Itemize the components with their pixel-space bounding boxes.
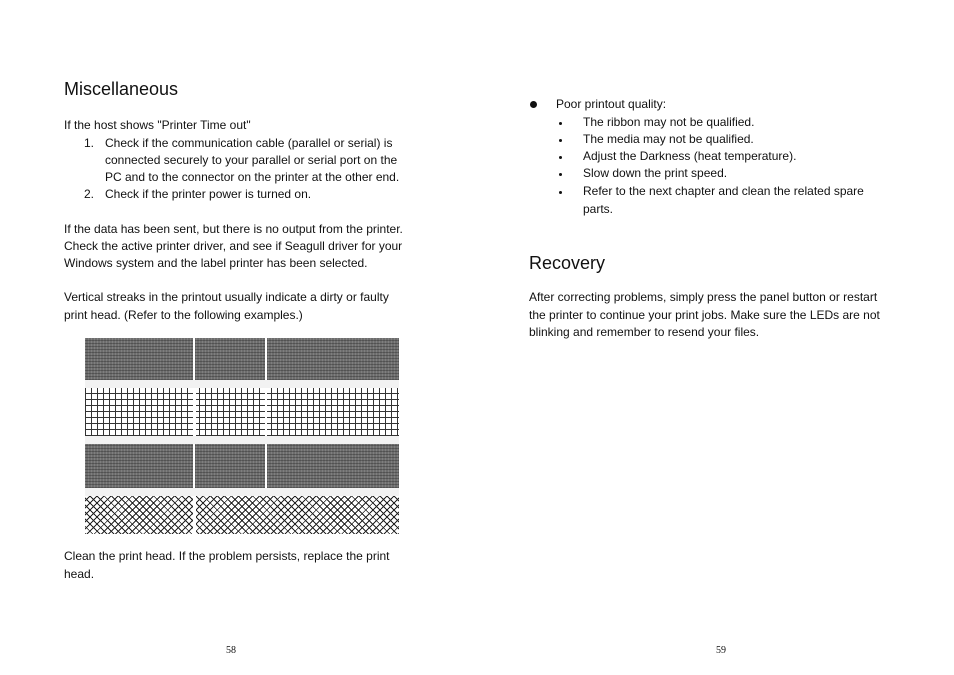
sub-bullet-list bbox=[555, 114, 935, 218]
grid-strip bbox=[85, 388, 399, 436]
bullet-label: Poor printout quality: bbox=[556, 97, 667, 111]
intro-text: If the host shows "Printer Time out" bbox=[64, 118, 251, 132]
paragraph-line: the printer to continue your print jobs. Make sure the LEDs are not bbox=[529, 308, 880, 322]
list-item bbox=[64, 135, 444, 186]
list-item bbox=[64, 186, 444, 203]
step-number: 2. bbox=[84, 187, 95, 201]
paragraph-clean-print-head bbox=[64, 548, 464, 583]
list-item: The ribbon may not be qualified. bbox=[555, 114, 935, 131]
bullet-dot-icon bbox=[530, 101, 537, 108]
steps-list bbox=[64, 135, 444, 203]
list-item: The media may not be qualified. bbox=[555, 131, 935, 148]
paragraph-no-output bbox=[64, 221, 464, 272]
dark-band-strip bbox=[85, 444, 399, 488]
right-page bbox=[477, 0, 954, 675]
step-line: Check if the communication cable (parallel or serial) is bbox=[105, 136, 393, 150]
section-heading-recovery: Recovery bbox=[529, 253, 606, 273]
dark-band-strip bbox=[85, 338, 399, 380]
paragraph-recovery bbox=[529, 289, 929, 341]
page-number: 58 bbox=[226, 645, 236, 656]
step-line: PC and to the connector on the printer at the other end. bbox=[105, 170, 400, 184]
paragraph-line: Check the active printer driver, and see if Seagull driver for your bbox=[64, 239, 403, 253]
page-number: 59 bbox=[716, 645, 726, 656]
bullet-poor-quality bbox=[556, 96, 666, 113]
step-number: 1. bbox=[84, 136, 95, 150]
paragraph-line: head. bbox=[64, 567, 95, 581]
bullet-dot-icon bbox=[559, 156, 562, 159]
paragraph-line: Vertical streaks in the printout usually indicate a dirty or faulty bbox=[64, 290, 389, 304]
list-item: Adjust the Darkness (heat temperature). bbox=[555, 148, 935, 165]
step-line: connected securely to your parallel or serial port on the bbox=[105, 153, 398, 167]
step-line: Check if the printer power is turned on. bbox=[105, 187, 312, 201]
paragraph-line: Windows system and the label printer has been selected. bbox=[64, 256, 368, 270]
list-item: Slow down the print speed. bbox=[555, 165, 935, 182]
list-item: Refer to the next chapter and clean the related spare parts. bbox=[555, 183, 935, 218]
paragraph-vertical-streaks bbox=[64, 289, 464, 324]
paragraph-line: print head. (Refer to the following examples.) bbox=[64, 308, 303, 322]
crosshatch-strip bbox=[85, 496, 399, 534]
paragraph-line: blinking and remember to resend your files. bbox=[529, 325, 760, 339]
paragraph-line: Clean the print head. If the problem persists, replace the print bbox=[64, 549, 390, 563]
bullet-dot-icon bbox=[559, 139, 562, 142]
print-sample-image bbox=[85, 336, 399, 534]
paragraph-line: If the data has been sent, but there is no output from the printer. bbox=[64, 222, 403, 236]
section-heading-miscellaneous: Miscellaneous bbox=[64, 79, 179, 99]
bullet-dot-icon bbox=[559, 122, 562, 125]
bullet-dot-icon bbox=[559, 191, 562, 194]
paragraph-line: After correcting problems, simply press the panel button or restart bbox=[529, 290, 878, 304]
bullet-dot-icon bbox=[559, 173, 562, 176]
